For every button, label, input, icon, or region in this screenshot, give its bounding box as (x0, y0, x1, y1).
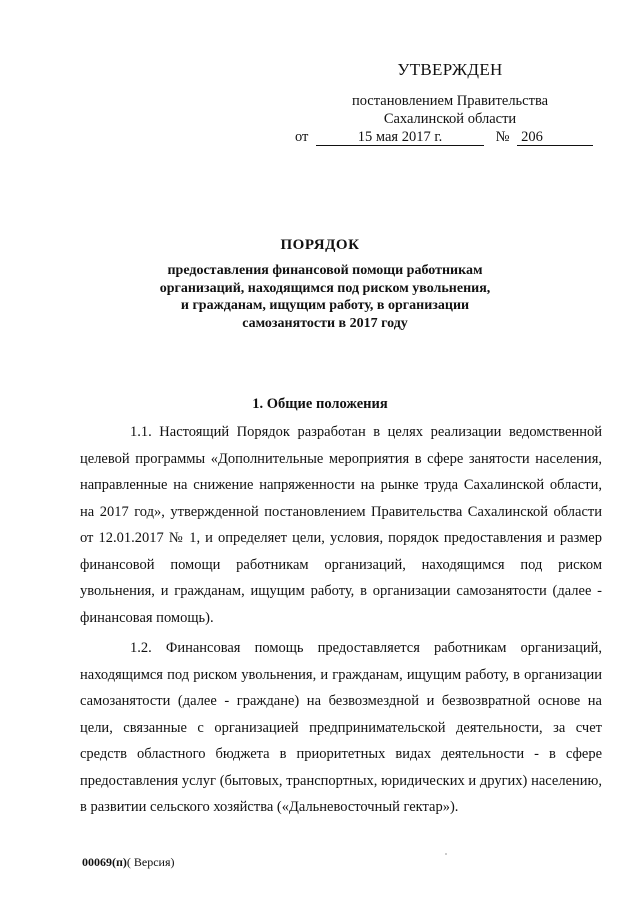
subtitle-line-1: предоставления финансовой помощи работникам (167, 263, 483, 278)
from-label: от (295, 129, 309, 145)
subtitle-line-4: самозанятости в 2017 году (242, 315, 408, 331)
approval-date-line (295, 128, 595, 146)
approval-date: 15 мая 2017 г. (316, 129, 484, 146)
paragraph-1-1: 1.1. Настоящий Порядок разработан в целях реализации ведомственной целевой программы «Дополнительные мероприятия в сфере занятости населения, направленные на снижение напряженности на рынке труда Сахалинской области, на 2017 год», утвержденной постановлением Правительства Сахалинской области от 12.01.2017 № 1, и определяет цели, условия, порядок предоставления и размер финансовой помощи работникам организаций, находящимся под риском увольнения, и гражданам, ищущим работу, в организации самозанятости (далее - финансовая помощь). (80, 424, 602, 626)
scan-speck (445, 853, 447, 855)
document-subtitle (120, 262, 530, 332)
approval-authority (330, 92, 570, 128)
approval-line-2: Сахалинской области (383, 111, 517, 127)
section-heading: 1. Общие положения (252, 396, 388, 412)
footer-code: 00069(п) (82, 855, 127, 869)
footer-version: ( Версия) (126, 855, 175, 869)
subtitle-line-2: организаций, находящимся под риском увольнения, (159, 280, 491, 296)
number-label: № (495, 129, 510, 145)
approval-number: 206 (517, 129, 593, 146)
document-footer (82, 855, 175, 870)
section-body (80, 419, 602, 825)
approval-heading: УТВЕРЖДЕН (397, 60, 503, 79)
document-title: ПОРЯДОК (280, 237, 360, 253)
approval-line-1: постановлением Правительства (351, 93, 549, 109)
paragraph-1-2: 1.2. Финансовая помощь предоставляется работникам организаций, находящимся под риском увольнения, и гражданам, ищущим работу, в организации самозанятости (далее - граждане) на безвозмездной и безвозвратной основе на цели, связанные с организацией предпринимательской деятельности, за счет средств областного бюджета в приоритетных видах деятельности - в сфере предоставления услуг (бытовых, транспортных, юридических и других) населению, в развитии сельского хозяйства («Дальневосточный гектар»). (80, 640, 602, 815)
subtitle-line-3: и гражданам, ищущим работу, в организации (180, 298, 470, 313)
